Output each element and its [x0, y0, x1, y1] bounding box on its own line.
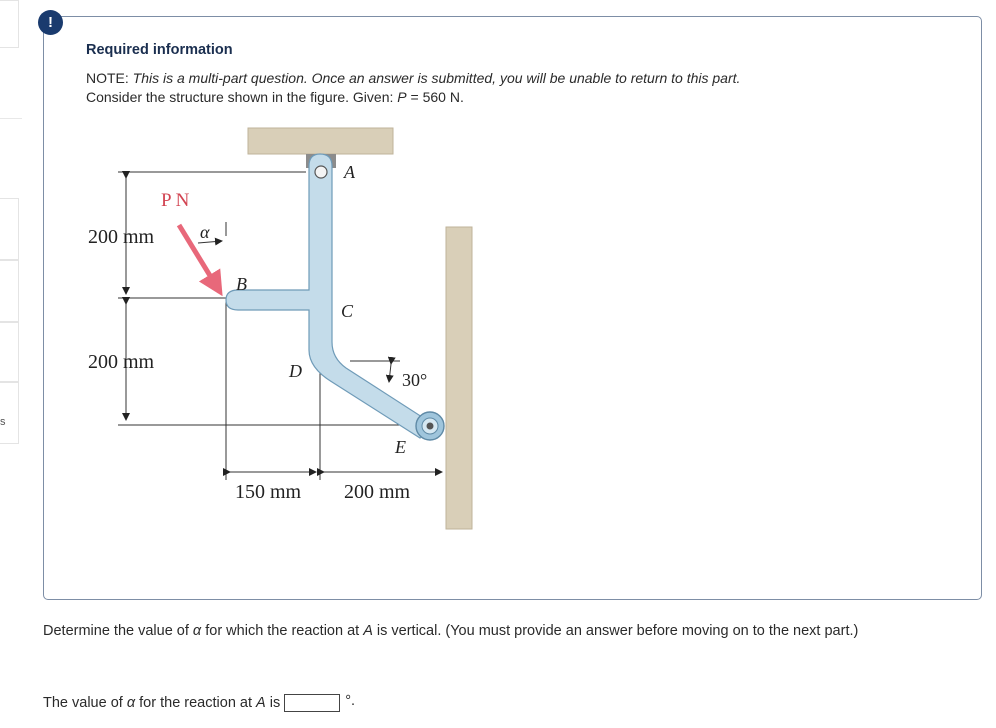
point-label-b: B [236, 274, 247, 294]
load-label: P N [161, 190, 190, 211]
answer-point: A [256, 695, 266, 711]
answer-middle: for the reaction at [139, 695, 252, 711]
answer-prefix: The value of [43, 695, 123, 711]
question-suffix-2: is vertical. (You must provide an answer before moving on to the next part.) [372, 623, 859, 639]
ceiling-support [248, 128, 393, 154]
given-value: = 560 N. [406, 89, 464, 105]
note-text [86, 70, 740, 86]
sidebar-card[interactable] [0, 0, 19, 48]
given-var: P [397, 89, 407, 105]
required-info-title: Required information [86, 42, 233, 58]
given-prefix: Consider the structure shown in the figure. Given: [86, 89, 398, 105]
angle-value-label: 30° [402, 370, 428, 390]
answer-suffix: is [269, 695, 281, 711]
alpha-label: α [200, 222, 210, 242]
dim-label-top: 200 mm [88, 226, 155, 248]
sidebar-card[interactable] [0, 322, 19, 382]
point-label-e: E [395, 437, 406, 457]
sidebar-card[interactable] [0, 382, 19, 444]
answer-unit: °. [345, 693, 356, 709]
dim-label-150: 150 mm [235, 481, 302, 503]
roller-e-pin [427, 423, 434, 430]
dim-label-bottom: 200 mm [88, 351, 155, 373]
sidebar-card[interactable] [0, 198, 19, 260]
pin-a [315, 166, 327, 178]
alpha-answer-input[interactable] [284, 694, 340, 712]
wall-support [446, 227, 472, 529]
sidebar-card[interactable] [0, 260, 19, 322]
question-suffix-1: for which the reaction at [201, 623, 364, 639]
question-text [43, 623, 858, 639]
divider [0, 118, 22, 119]
structure-figure [80, 120, 480, 540]
point-label-c: C [341, 301, 354, 321]
question-point: A [363, 623, 373, 639]
note-prefix: NOTE: [86, 70, 133, 86]
angle-arc [389, 364, 391, 382]
point-label-d: D [289, 361, 302, 381]
left-sidebar-fragment [0, 0, 20, 728]
member-abcde [226, 154, 436, 438]
answer-row [43, 694, 355, 712]
question-prefix: Determine the value of [43, 623, 193, 639]
answer-var: α [126, 695, 136, 711]
given-text [86, 89, 464, 105]
sidebar-letter: s [0, 416, 6, 428]
question-var: α [192, 623, 202, 639]
note-italic: This is a multi-part question. Once an answer is submitted, you will be unable to return to this part. [132, 70, 741, 86]
point-label-a: A [344, 162, 355, 182]
dim-label-200: 200 mm [344, 481, 411, 503]
exclamation-icon: ! [38, 10, 63, 35]
